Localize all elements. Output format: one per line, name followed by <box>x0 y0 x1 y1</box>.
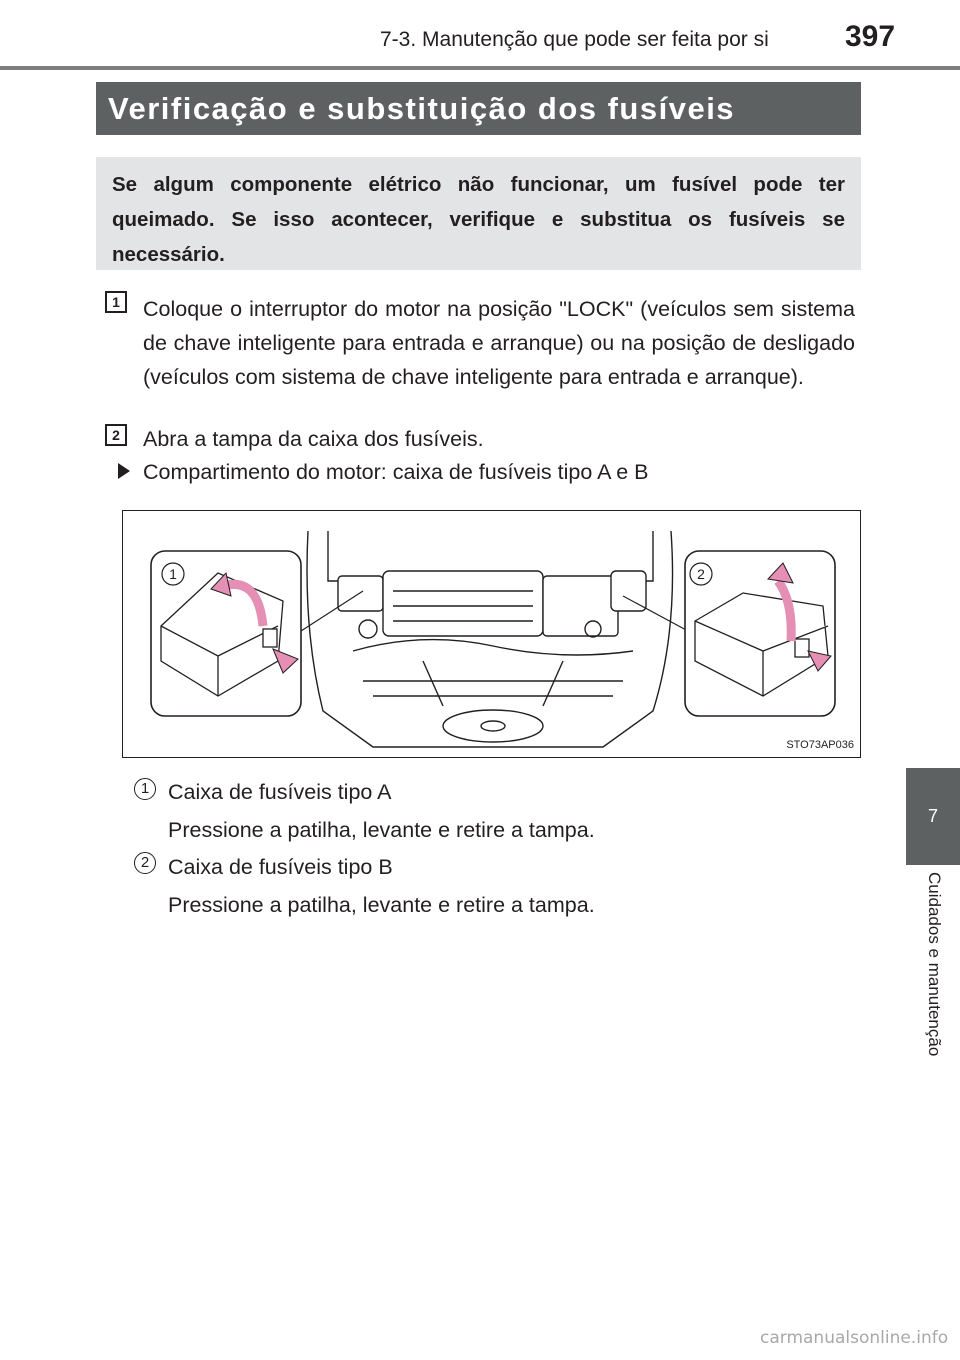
figure-code: STO73AP036 <box>786 739 854 751</box>
legend-1-desc: Pressione a patilha, levante e retire a tampa. <box>168 818 595 842</box>
intro-text: Se algum componente elétrico não funcionar, um fusível pode ter queimado. Se isso acontecer, verifique e substitua os fusíveis se necessário. <box>112 173 845 266</box>
engine-fuse-box-figure <box>122 510 861 758</box>
step-2-text: Abra a tampa da caixa dos fusíveis. <box>143 427 484 451</box>
step-1-badge: 1 <box>105 291 127 313</box>
step-2-badge: 2 <box>105 424 127 446</box>
page-number: 397 <box>845 20 896 53</box>
legend-1-title: Caixa de fusíveis tipo A <box>168 780 392 804</box>
figure-callout-2: 2 <box>697 566 705 582</box>
watermark: carmanualsonline.info <box>760 1328 949 1348</box>
bullet-arrow-icon <box>118 463 130 479</box>
chapter-tab: 7 <box>906 768 960 865</box>
legend-1-number: 1 <box>134 778 156 800</box>
engine-illustration <box>123 511 860 757</box>
legend-2-desc: Pressione a patilha, levante e retire a tampa. <box>168 893 595 917</box>
intro-box <box>96 157 861 270</box>
running-header: 7-3. Manutenção que pode ser feita por si <box>380 28 769 51</box>
chapter-label: Cuidados e manutenção <box>925 872 944 1057</box>
step-1-text: Coloque o interruptor do motor na posição "LOCK" (veículos sem sistema de chave inteligente para entrada e arranque) ou na posição de desligado (veículos com sistema de chave inteligente para entrada e arranque). <box>143 297 855 389</box>
legend-2-number: 2 <box>134 852 156 874</box>
legend-2-title: Caixa de fusíveis tipo B <box>168 855 393 879</box>
bullet-text: Compartimento do motor: caixa de fusíveis tipo A e B <box>143 460 649 484</box>
figure-callout-1: 1 <box>169 566 177 582</box>
page-title: Verificação e substituição dos fusíveis <box>96 82 861 135</box>
header-divider <box>0 66 960 70</box>
